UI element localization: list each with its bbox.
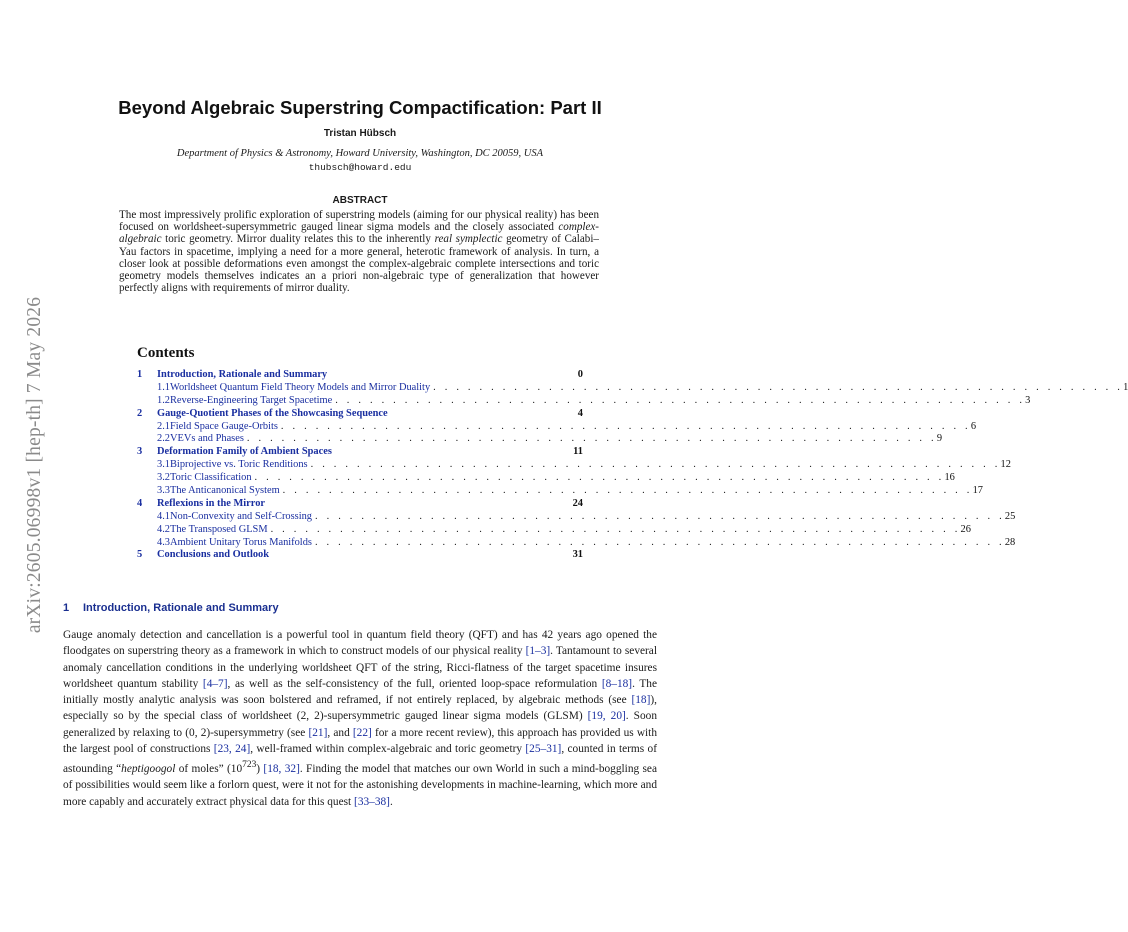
citation-link[interactable]: [21] xyxy=(308,726,328,739)
toc-page-number: 4 xyxy=(577,407,583,419)
toc-subsection-entry[interactable] xyxy=(137,523,971,537)
toc-entry-number: 4.2 xyxy=(157,523,170,535)
toc-entry-number: 5 xyxy=(137,549,143,561)
toc-subsection-entry[interactable] xyxy=(137,472,955,485)
arxiv-identifier: arXiv:2605.06998v1 [hep-th] 7 May 2026 xyxy=(24,296,45,634)
citation-link[interactable]: [4–7] xyxy=(202,677,228,690)
toc-subsection-entry[interactable] xyxy=(137,536,1016,550)
toc-page-number: 26 xyxy=(960,523,971,535)
section-body-paragraph: Gauge anomaly detection and cancellation is a powerful tool in quantum field theory (QFT) and has 42 years ago opened the floodgates on superstring theory as a framework in which to construct models of our physical reality [1–3]. Tantamount to several anomaly cancellation conditions in the underlying worldsheet QFT of the string, Ricci-flatness of the target spacetime insures worldsheet quantum stability [4–7], as well as the self-consistency of the full, oriented loop-space reformulation [8–18]. The initially mostly analytic analysis was soon bolstered and reframed, if not entirely replaced, by algebraic methods (see [18]), especially so by the special class of worldsheet (2, 2)-supersymmetric gauged linear sigma models (GLSM) [19, 20]. Soon generalized by relaxing to (0, 2)-supersymmetry (see [21], and [22] for a more recent review), this approach has provided us with the largest pool of constructions [23, 24], well-framed within complex-algebraic and toric geometry [25–31], counted in terms of astounding “heptigoogol of moles” $(10^{723})$ [18, 32]. Finding the model that matches our own World in such a mind-boggling sea of possibilities would seem like a forlorn quest, were it not for the astonishing developments in machine-learning, which more and more capably and accurately extract physical data for this quest [33–38]. xyxy=(63,629,658,808)
toc-leader-dots: . . . . . . . . . . . . . . . . . . . . . . . . . . . . . . . . . . . . . . . . . . . . . . . . . . . . . . . . . . . . xyxy=(280,420,971,432)
toc-leader-dots: . . . . . . . . . . . . . . . . . . . . . . . . . . . . . . . . . . . . . . . . . . . . . . . . . . . . . . . . . . . . xyxy=(335,394,1026,406)
toc-leader-dots: . . . . . . . . . . . . . . . . . . . . . . . . . . . . . . . . . . . . . . . . . . . . . . . . . . . . . . . . . . . . xyxy=(310,459,1001,471)
toc-page-number: 25 xyxy=(1004,510,1016,522)
paper-title: Beyond Algebraic Superstring Compactification: Part II xyxy=(118,97,602,118)
toc-entry-label[interactable]: Introduction, Rationale and Summary xyxy=(157,369,328,380)
toc-page-number: 28 xyxy=(1004,536,1016,548)
toc-entry-label[interactable]: Conclusions and Outlook xyxy=(157,549,270,561)
section-number: 1 xyxy=(63,602,70,614)
toc-subsection-entry[interactable] xyxy=(137,510,1016,524)
toc-page-number: 16 xyxy=(944,472,955,484)
toc-entry-label[interactable]: Field Space Gauge-Orbits xyxy=(170,420,278,432)
toc-page-number: 3 xyxy=(1025,394,1031,406)
toc-page-number: 11 xyxy=(573,446,583,458)
toc-subsection-entry[interactable] xyxy=(137,459,1011,472)
citation-link[interactable]: [25–31] xyxy=(525,743,562,756)
arxiv-sidebar-stamp xyxy=(20,260,50,670)
toc-subsection-entry[interactable] xyxy=(137,381,1128,395)
citation-link[interactable]: [33–38] xyxy=(354,795,390,808)
exponent: 723 xyxy=(242,760,257,771)
toc-page-number: 0 xyxy=(577,369,583,380)
toc-page-number: 12 xyxy=(1000,459,1011,471)
abstract-heading: ABSTRACT xyxy=(332,195,388,206)
citation-link[interactable]: [18, 32] xyxy=(263,763,300,776)
toc-entry-number: 4.3 xyxy=(157,536,170,548)
toc-entry-label[interactable]: The Anticanonical System xyxy=(170,485,280,497)
toc-section-entry[interactable] xyxy=(137,498,583,511)
toc-entry-number: 1.1 xyxy=(157,381,170,393)
toc-section-entry[interactable] xyxy=(137,446,583,459)
emphasis: heptigoogol xyxy=(121,763,176,776)
toc-entry-label[interactable]: Ambient Unitary Torus Manifolds xyxy=(170,536,312,548)
toc-entry-number: 2.1 xyxy=(157,420,170,432)
toc-entry-number: 1.2 xyxy=(157,394,170,406)
toc-leader-dots: . . . . . . . . . . . . . . . . . . . . . . . . . . . . . . . . . . . . . . . . . . . . . . . . . . . . . . . . . . . . xyxy=(315,510,1005,522)
citation-link[interactable]: [19, 20] xyxy=(587,710,626,723)
toc-page-number: 9 xyxy=(936,433,943,445)
abstract-text: The most impressively prolific exploration of superstring models (aiming for our physical reality) has been focused on worldsheet-supersymmetric gauged linear sigma models and the closely associated complex-algebraic toric geometry. Mirror duality relates this to the inherently real symplectic geometry of Calabi–Yau factors in spacetime, implying a need for a more general, heterotic framework of analysis. In turn, a closer look at possible deformations even amongst the complex-algebraic complete intersections and toric geometry models themselves indicates an a priori non-algebraic type of generalization that however perfectly aligns with requirements of mirror duality. xyxy=(119,209,599,295)
toc-subsection-entry[interactable] xyxy=(137,433,943,446)
toc-entry-number: 3.2 xyxy=(157,472,170,484)
toc-entry-label[interactable]: Worldsheet Quantum Field Theory Models and Mirror Duality xyxy=(170,381,431,393)
toc-leader-dots: . . . . . . . . . . . . . . . . . . . . . . . . . . . . . . . . . . . . . . . . . . . . . . . . . . . . . . . . . . . . xyxy=(314,536,1005,548)
toc-page-number: 24 xyxy=(572,497,583,509)
toc-entry-number: 3.1 xyxy=(157,459,170,471)
emphasis: real symplectic xyxy=(434,233,503,246)
author-email[interactable]: thubsch@howard.edu xyxy=(308,162,412,173)
toc-leader-dots: . . . . . . . . . . . . . . . . . . . . . . . . . . . . . . . . . . . . . . . . . . . . . . . . . . . . . . . . . . . . xyxy=(282,485,973,497)
toc-entry-number: 3.3 xyxy=(157,485,170,497)
toc-entry-number: 2.2 xyxy=(157,433,170,445)
emphasis: complex-algebraic xyxy=(119,221,599,246)
toc-section-entry[interactable] xyxy=(137,408,583,421)
toc-subsection-entry[interactable] xyxy=(137,485,983,498)
toc-entry-label[interactable]: Biprojective vs. Toric Renditions xyxy=(170,459,308,471)
toc-page-number: 17 xyxy=(972,485,983,497)
toc-leader-dots: . . . . . . . . . . . . . . . . . . . . . . . . . . . . . . . . . . . . . . . . . . . . . . . . . . . . . . . . . . . . xyxy=(246,433,937,445)
citation-link[interactable]: [1–3] xyxy=(525,645,551,658)
table-of-contents xyxy=(137,369,1128,562)
toc-page-number: 6 xyxy=(970,420,977,432)
toc-entry-label[interactable]: Reverse-Engineering Target Spacetime xyxy=(170,394,333,406)
toc-leader-dots: . . . . . . . . . . . . . . . . . . . . . . . . . . . . . . . . . . . . . . . . . . . . . . . . . . . . . . . . . . . . xyxy=(254,472,945,484)
citation-link[interactable]: [22] xyxy=(352,726,372,739)
author-affiliation: Department of Physics & Astronomy, Howard University, Washington, DC 20059, USA xyxy=(176,148,544,159)
contents-heading: Contents xyxy=(137,345,195,361)
toc-section-entry[interactable] xyxy=(137,369,583,382)
toc-entry-label[interactable]: The Transposed GLSM xyxy=(170,523,268,535)
toc-leader-dots: . . . . . . . . . . . . . . . . . . . . . . . . . . . . . . . . . . . . . . . . . . . . . . . . . . . . . . . . . . . . xyxy=(270,523,961,535)
section-heading xyxy=(63,602,279,614)
toc-section-entry[interactable] xyxy=(137,549,583,562)
toc-entry-label[interactable]: Reflexions in the Mirror xyxy=(157,497,266,509)
toc-entry-label[interactable]: Deformation Family of Ambient Spaces xyxy=(157,446,332,458)
toc-subsection-entry[interactable] xyxy=(137,394,1031,408)
toc-page-number: 31 xyxy=(572,549,583,561)
section-title: Introduction, Rationale and Summary xyxy=(83,602,279,614)
toc-entry-number: 2 xyxy=(137,407,143,419)
citation-link[interactable]: [18] xyxy=(631,694,651,707)
toc-entry-number: 3 xyxy=(137,446,143,458)
toc-leader-dots: . . . . . . . . . . . . . . . . . . . . . . . . . . . . . . . . . . . . . . . . . . . . . . . . . . . . . . . . . . . . xyxy=(433,381,1124,393)
toc-entry-number: 4 xyxy=(137,497,143,509)
toc-entry-number: 1 xyxy=(137,369,143,380)
citation-link[interactable]: [23, 24] xyxy=(213,743,251,756)
citation-link[interactable]: [8–18] xyxy=(601,677,633,690)
toc-entry-label[interactable]: Non-Convexity and Self-Crossing xyxy=(170,510,312,522)
toc-entry-label[interactable]: Toric Classification xyxy=(170,472,252,484)
toc-entry-number: 4.1 xyxy=(157,510,170,522)
toc-page-number: 1 xyxy=(1123,381,1128,393)
toc-entry-label[interactable]: VEVs and Phases xyxy=(170,433,244,445)
author-name: Tristan Hübsch xyxy=(323,128,397,139)
toc-entry-label[interactable]: Gauge-Quotient Phases of the Showcasing Sequence xyxy=(157,407,388,419)
toc-subsection-entry[interactable] xyxy=(137,420,977,434)
